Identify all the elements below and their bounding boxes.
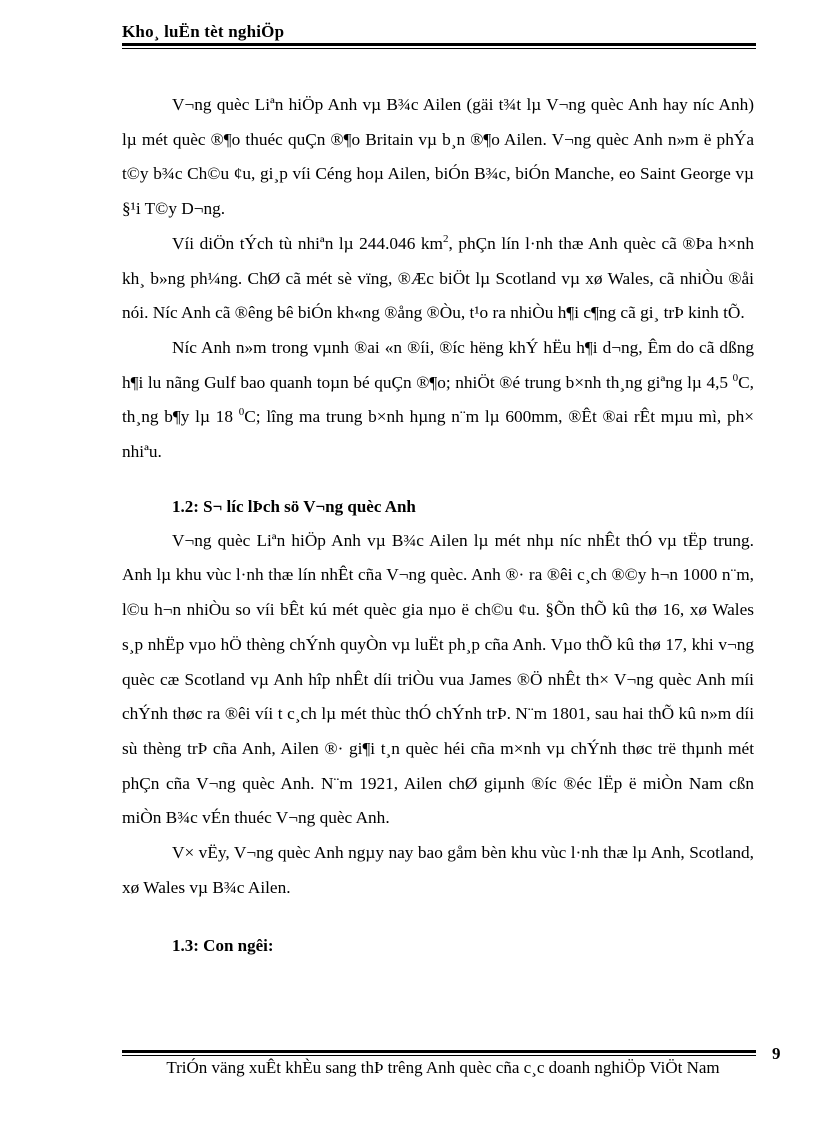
paragraph-2 bbox=[122, 227, 754, 331]
paragraph-4: V¬ng quèc Liªn hiÖp Anh vµ B¾c Ailen lµ mét nhµ níc nhÊt thÓ vµ tËp trung. Anh lµ khu vùc l·nh thæ lín nhÊt cña V¬ng quèc. Anh ®· ra ®êi c¸ch ®©y h¬n 1000 n¨m, l©u h¬n nhiÒu so víi bÊt kú mét quèc gia nµo ë ch©u ¢u. §Õn thÕ kû thø 16, xø Wales s¸p nhËp vµo hÖ thèng chÝnh quyÒn vµ luËt ph¸p cña Anh. Vµo thÕ kû thø 17, khi v¬ng quèc cæ Scotland vµ Anh hîp nhÊt díi triÒu vua James ®Ö nhÊt th× V¬ng quèc Anh míi chÝnh thøc ra ®êi víi t c¸ch lµ mét thùc thÓ chÝnh trÞ. N¨m 1801, sau hai thÕ kû n»m díi sù thèng trÞ cña Anh, Ailen ®· gi¶i t¸n quèc héi cña m×nh vµ chÝnh thøc trë thµnh mét phÇn cña V¬ng quèc Anh. N¨m 1921, Ailen chØ giµnh ®íc ®éc lËp ë miÒn Nam cßn miÒn B¾c vÉn thuéc V¬ng quèc Anh. bbox=[122, 530, 754, 828]
page-number: 9 bbox=[772, 1044, 781, 1063]
paragraph-3 bbox=[122, 331, 754, 470]
paragraph-5: V× vËy, V¬ng quèc Anh ngµy nay bao gåm bèn khu vùc l·nh thæ lµ Anh, Scotland, xø Wales vµ B¾c Ailen. bbox=[122, 843, 754, 897]
section-heading-1-2: 1.2: S¬ líc lÞch sö V¬ng quèc Anh bbox=[172, 496, 416, 516]
section-heading-1-3: 1.3: Con ngêi: bbox=[172, 936, 274, 956]
paragraph-2-text-b: , phÇn lín l·nh thæ Anh quèc cã ®Þa h×nh kh¸ b»ng ph¼ng. ChØ cã mét sè vïng, ®Æc biÖt lµ Scotland vµ xø Wales, cã nhiÒu ®åi nói. Níc Anh cã ®êng bê biÓn kh«ng ®ång ®Òu, t¹o ra nhiÒu h¶i c¶ng cã gi¸ trÞ kinh tÕ. bbox=[122, 233, 754, 323]
header-rule-thin bbox=[122, 48, 756, 49]
paragraph-3-text-c: C; lîng ma trung b×nh hµng n¨m lµ 600mm, ®Êt ®ai rÊt mµu mì, ph× nhiªu. bbox=[122, 407, 754, 462]
footer-rule-thick bbox=[122, 1050, 756, 1053]
paragraph-3-text-a: Níc Anh n»m trong vµnh ®ai «n ®íi, ®íc hëng khÝ hËu h¶i d¬ng, Êm do cã dßng h¶i lu nãng Gulf bao quanh toµn bé quÇn ®¶o; nhiÖt ®é trung b×nh th¸ng giªng lµ 4,5 bbox=[122, 337, 754, 392]
superscript-2: 2 bbox=[442, 233, 449, 246]
paragraph-1: V¬ng quèc Liªn hiÖp Anh vµ B¾c Ailen (gäi t¾t lµ V¬ng quèc Anh hay níc Anh) lµ mét quèc ®¶o thuéc quÇn ®¶o Britain vµ b¸n ®¶o Ailen. V¬ng quèc Anh n»m ë phÝa t©y b¾c Ch©u ¢u, gi¸p víi Céng hoµ Ailen, biÓn B¾c, biÓn Manche, eo Saint George vµ §¹i T©y D¬ng. bbox=[122, 95, 754, 219]
degree-sup-1: 0 bbox=[732, 371, 739, 384]
paragraph-2-text-a: Víi diÖn tÝch tù nhiªn lµ 244.046 km bbox=[172, 233, 443, 253]
paragraph-3-text-b: C, th¸ng b¶y lµ 18 bbox=[122, 372, 754, 427]
header-rule-thick bbox=[122, 43, 756, 46]
footer-text: TriÓn väng xuÊt khÈu sang thÞ trêng Anh quèc cña c¸c doanh nghiÖp ViÖt Nam bbox=[166, 1058, 720, 1077]
footer-rule-thin bbox=[122, 1055, 756, 1056]
page-body bbox=[122, 88, 754, 963]
degree-sup-2: 0 bbox=[238, 406, 245, 419]
header-title: Kho¸ luËn tèt nghiÖp bbox=[122, 22, 285, 41]
